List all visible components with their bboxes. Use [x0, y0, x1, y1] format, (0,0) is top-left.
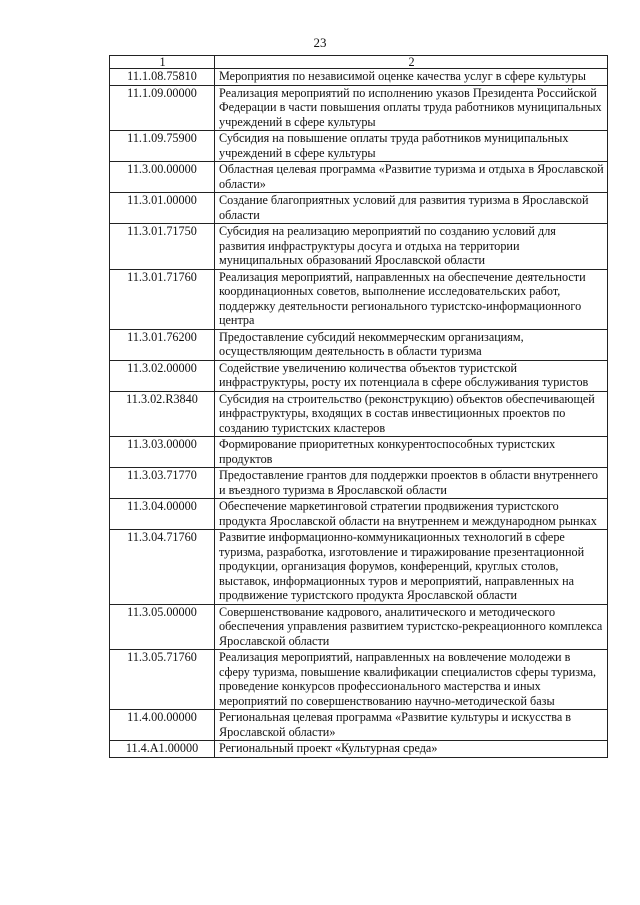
row-code-cell: 11.3.01.76200	[110, 329, 215, 360]
row-name-cell: Содействие увеличению количества объектов туристской инфраструктуры, росту их потенциала в сфере обслуживания туристов	[215, 360, 608, 391]
table-row	[110, 710, 608, 741]
row-code-cell: 11.3.01.71760	[110, 269, 215, 329]
table-row	[110, 499, 608, 530]
row-code-cell: 11.4.A1.00000	[110, 741, 215, 758]
row-code-cell: 11.3.01.71750	[110, 224, 215, 270]
row-code-cell: 11.3.04.71760	[110, 530, 215, 605]
row-name-cell: Реализация мероприятий, направленных на обеспечение деятельности координационных советов, выполнение исследовательских работ, поддержку деятельности регионального туристско-информационного центра	[215, 269, 608, 329]
table-row	[110, 193, 608, 224]
row-code-cell: 11.3.03.00000	[110, 437, 215, 468]
table-row	[110, 269, 608, 329]
column-header-1: 1	[110, 56, 215, 69]
row-code-cell: 11.1.09.00000	[110, 85, 215, 131]
table-row	[110, 604, 608, 650]
table-header-row	[110, 56, 608, 69]
row-name-cell: Предоставление субсидий некоммерческим организациям, осуществляющим деятельность в области туризма	[215, 329, 608, 360]
table-row	[110, 530, 608, 605]
table-row	[110, 131, 608, 162]
table-row	[110, 329, 608, 360]
row-name-cell: Совершенствование кадрового, аналитического и методического обеспечения управления развитием туристско-рекреационного комплекса Ярославской области	[215, 604, 608, 650]
table-row	[110, 224, 608, 270]
table-body	[110, 56, 608, 758]
row-code-cell: 11.3.01.00000	[110, 193, 215, 224]
row-name-cell: Обеспечение маркетинговой стратегии продвижения туристского продукта Ярославской области на внутреннем и международном рынках	[215, 499, 608, 530]
row-name-cell: Субсидия на реализацию мероприятий по созданию условий для развития инфраструктуры досуга и отдыха на территории муниципальных образований Ярославской области	[215, 224, 608, 270]
row-code-cell: 11.1.08.75810	[110, 69, 215, 86]
table-row	[110, 437, 608, 468]
row-name-cell: Региональный проект «Культурная среда»	[215, 741, 608, 758]
row-name-cell: Субсидия на строительство (реконструкцию) объектов обеспечивающей инфраструктуры, входящих в состав инвестиционных проектов по созданию туристских кластеров	[215, 391, 608, 437]
row-name-cell: Областная целевая программа «Развитие туризма и отдыха в Ярославской области»	[215, 162, 608, 193]
row-code-cell: 11.3.05.71760	[110, 650, 215, 710]
table-row	[110, 391, 608, 437]
row-code-cell: 11.3.04.00000	[110, 499, 215, 530]
row-name-cell: Реализация мероприятий, направленных на вовлечение молодежи в сферу туризма, повышение квалификации специалистов сферы туризма, проведение конкурсов профессионального мастерства и иных мероприятий по совершенствованию научно-методической базы	[215, 650, 608, 710]
table-row	[110, 85, 608, 131]
page-number: 23	[313, 35, 327, 50]
table-row	[110, 741, 608, 758]
budget-codes-table	[109, 55, 608, 758]
row-name-cell: Региональная целевая программа «Развитие культуры и искусства в Ярославской области»	[215, 710, 608, 741]
row-code-cell: 11.3.00.00000	[110, 162, 215, 193]
row-code-cell: 11.4.00.00000	[110, 710, 215, 741]
row-code-cell: 11.3.02.R3840	[110, 391, 215, 437]
row-code-cell: 11.3.03.71770	[110, 468, 215, 499]
row-name-cell: Мероприятия по независимой оценке качества услуг в сфере культуры	[215, 69, 608, 86]
row-name-cell: Реализация мероприятий по исполнению указов Президента Российской Федерации в части повышения оплаты труда работников муниципальных учреждений в сфере культуры	[215, 85, 608, 131]
column-header-2: 2	[215, 56, 608, 69]
table-row	[110, 162, 608, 193]
row-name-cell: Формирование приоритетных конкурентоспособных туристских продуктов	[215, 437, 608, 468]
row-name-cell: Субсидия на повышение оплаты труда работников муниципальных учреждений в сфере культуры	[215, 131, 608, 162]
table-row	[110, 360, 608, 391]
row-code-cell: 11.1.09.75900	[110, 131, 215, 162]
table-row	[110, 650, 608, 710]
row-code-cell: 11.3.05.00000	[110, 604, 215, 650]
row-name-cell: Создание благоприятных условий для развития туризма в Ярославской области	[215, 193, 608, 224]
row-code-cell: 11.3.02.00000	[110, 360, 215, 391]
row-name-cell: Предоставление грантов для поддержки проектов в области внутреннего и въездного туризма в Ярославской области	[215, 468, 608, 499]
table-row	[110, 69, 608, 86]
row-name-cell: Развитие информационно-коммуникационных технологий в сфере туризма, разработка, изготовление и тиражирование презентационной продукции, организация форумов, конференций, круглых столов, выставок, информационных туров и мероприятий, направленных на продвижение туристского продукта Ярославской области	[215, 530, 608, 605]
table-row	[110, 468, 608, 499]
